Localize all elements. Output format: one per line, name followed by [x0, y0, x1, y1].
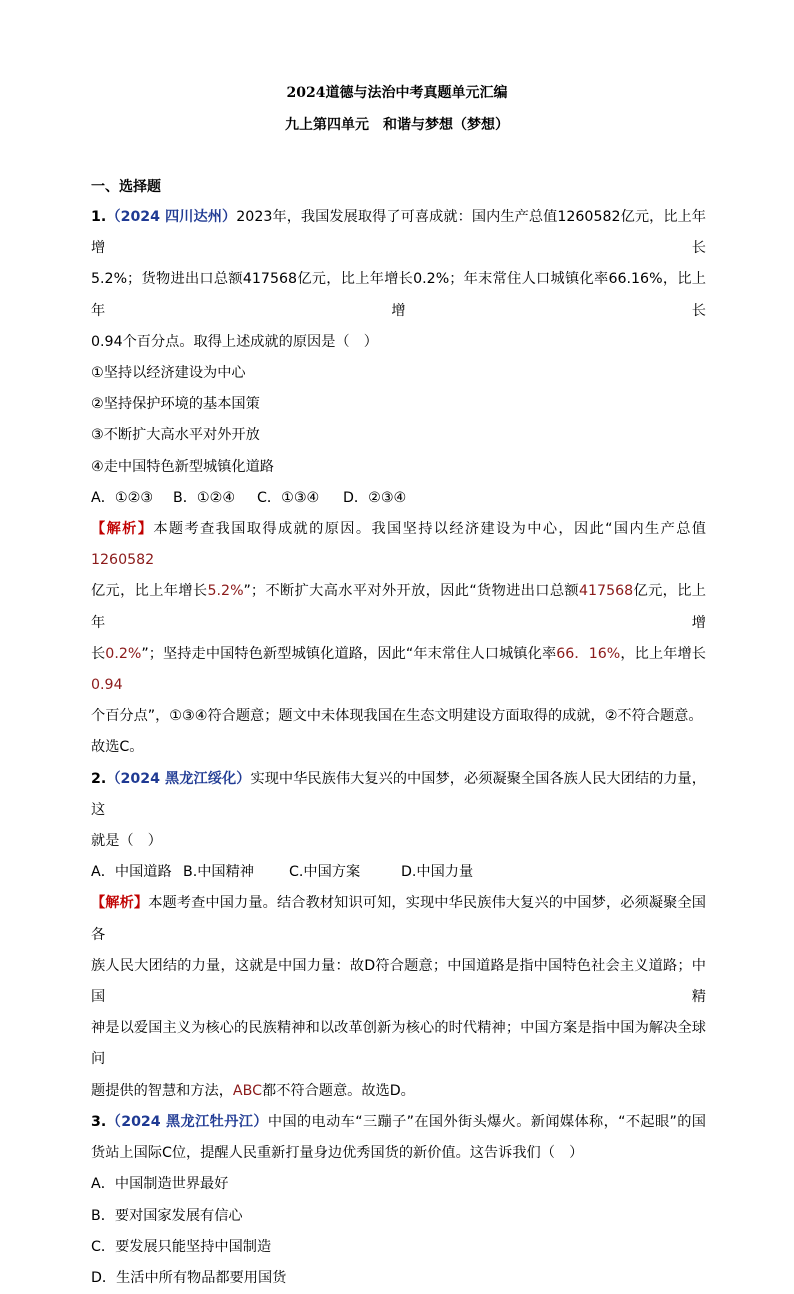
q3-stem-line-1: [91, 1107, 706, 1138]
q2-analysis-line-3: 神是以爱国主义为核心的民族精神和以改革创新为核心的时代精神；中国方案是指中国为解决全球问: [91, 1020, 706, 1068]
q1-analysis-text: 亿元，比上年增长: [91, 583, 208, 600]
q1-option-d: D．②③④: [343, 489, 407, 506]
q1-analysis-text: ”；不断扩大高水平对外开放，因此“货物进出口总额: [243, 583, 579, 600]
q2-source: （2024 黑龙江绥化）: [106, 770, 251, 787]
q1-analysis-line-5: 故选C。: [91, 739, 144, 756]
q1-analysis-text: 长: [91, 645, 106, 662]
q2-option-a: A．中国道路: [91, 864, 172, 881]
q2-analysis-tag: 【解析】: [91, 895, 149, 912]
q1-analysis-tag: 【解析】: [91, 521, 154, 538]
q1-analysis-text: ”；坚持走中国特色新型城镇化道路，因此“年末常住人口城镇化率: [141, 645, 557, 662]
q1-item-4: ④走中国特色新型城镇化道路: [91, 458, 274, 475]
q2-number: 2.: [91, 770, 107, 787]
q2-option-b: B.中国精神: [183, 864, 254, 881]
q3-source: （2024 黑龙江牡丹江）: [106, 1113, 268, 1130]
q3-option-a: A．中国制造世界最好: [91, 1176, 229, 1193]
q2-analysis-line-4: [91, 1076, 706, 1107]
q1-option-c: C．①③④: [257, 489, 320, 506]
q1-analysis-number: 1260582: [91, 552, 155, 569]
q2-option-c: C.中国方案: [289, 864, 361, 881]
q1-option-a: A．①②③: [91, 489, 154, 506]
q1-analysis-number: 5.2%: [207, 583, 244, 600]
q1-analysis-line-4: 个百分点”，①③④符合题意；题文中未体现我国在生态文明建设方面取得的成就，②不符合题意。: [91, 708, 703, 725]
q2-stem-line-2: 就是（ ）: [91, 833, 162, 850]
q1-analysis-text: 本题考查我国取得成就的原因。我国坚持以经济建设为中心，因此“国内生产总值: [153, 521, 706, 538]
q1-options: [91, 483, 706, 514]
q3-option-b: B．要对国家发展有信心: [91, 1207, 243, 1224]
document-subtitle: 九上第四单元 和谐与梦想（梦想）: [285, 117, 509, 133]
q1-analysis-line-2: [91, 576, 706, 638]
q1-item-1: ①坚持以经济建设为中心: [91, 365, 246, 382]
q3-stem-line-2: 货站上国际C位，提醒人民重新打量身边优秀国货的新价值。这告诉我们（ ）: [91, 1145, 584, 1162]
q1-stem-line-3: 0.94个百分点。取得上述成就的原因是（ ）: [91, 333, 378, 350]
q3-number: 3.: [91, 1113, 107, 1130]
q1-analysis-line-1: [91, 514, 706, 576]
q3-option-d: D．生活中所有物品都要用国货: [91, 1269, 287, 1286]
q1-analysis-number: 66．16%: [556, 645, 621, 662]
q1-item-3: ③不断扩大高水平对外开放: [91, 427, 260, 444]
q1-analysis-number: 417568: [579, 583, 634, 600]
q3-stem-text: 中国的电动车“三蹦子”在国外街头爆火。新闻媒体称，“不起眼”的国: [267, 1113, 706, 1130]
q1-option-b: B．①②④: [173, 489, 236, 506]
q1-source: （2024 四川达州）: [106, 209, 237, 225]
q2-analysis-text: 题提供的智慧和方法，: [91, 1082, 233, 1099]
q1-analysis-line-3: [91, 639, 706, 701]
question-content: [91, 202, 706, 1294]
q3-option-c: C．要发展只能坚持中国制造: [91, 1238, 272, 1255]
q2-stem-text: 实现中华民族伟大复兴的中国梦，必须凝聚全国各族人民大团结的力量，这: [91, 770, 706, 818]
q2-analysis-text: 本题考查中国力量。结合教材知识可知，实现中华民族伟大复兴的中国梦，必须凝聚全国各: [91, 895, 706, 943]
q1-analysis-number: 0.2%: [105, 645, 142, 662]
q2-options: [91, 857, 706, 888]
q2-analysis-line-2: 族人民大团结的力量，这就是中国力量：故D符合题意；中国道路是指中国特色社会主义道路；中国精: [91, 957, 706, 1006]
q2-option-d: D.中国力量: [401, 864, 474, 881]
q1-stem-line-2: 5.2%；货物进出口总额417568亿元，比上年增长0.2%；年末常住人口城镇化率66.16%，比上年增长: [91, 271, 706, 319]
q1-stem-line-1: [91, 202, 706, 264]
q2-stem-line-1: [91, 764, 706, 826]
q1-item-2: ②坚持保护环境的基本国策: [91, 396, 260, 413]
document-title: 2024道德与法治中考真题单元汇编: [286, 85, 508, 101]
q2-analysis-line-1: [91, 888, 706, 950]
q1-analysis-number: 0.94: [91, 677, 123, 694]
q1-number: 1.: [91, 209, 107, 225]
q2-analysis-text: 都不符合题意。故选D。: [262, 1082, 415, 1099]
q1-analysis-text: ，比上年增长: [620, 645, 706, 662]
q2-analysis-highlight: ABC: [232, 1082, 262, 1099]
section-heading: 一、选择题: [91, 179, 161, 195]
q1-analysis-text: 亿元，比上年增: [91, 583, 706, 631]
q1-stem-text: 2023年，我国发展取得了可喜成就：国内生产总值1260582亿元，比上年增长: [91, 209, 706, 257]
